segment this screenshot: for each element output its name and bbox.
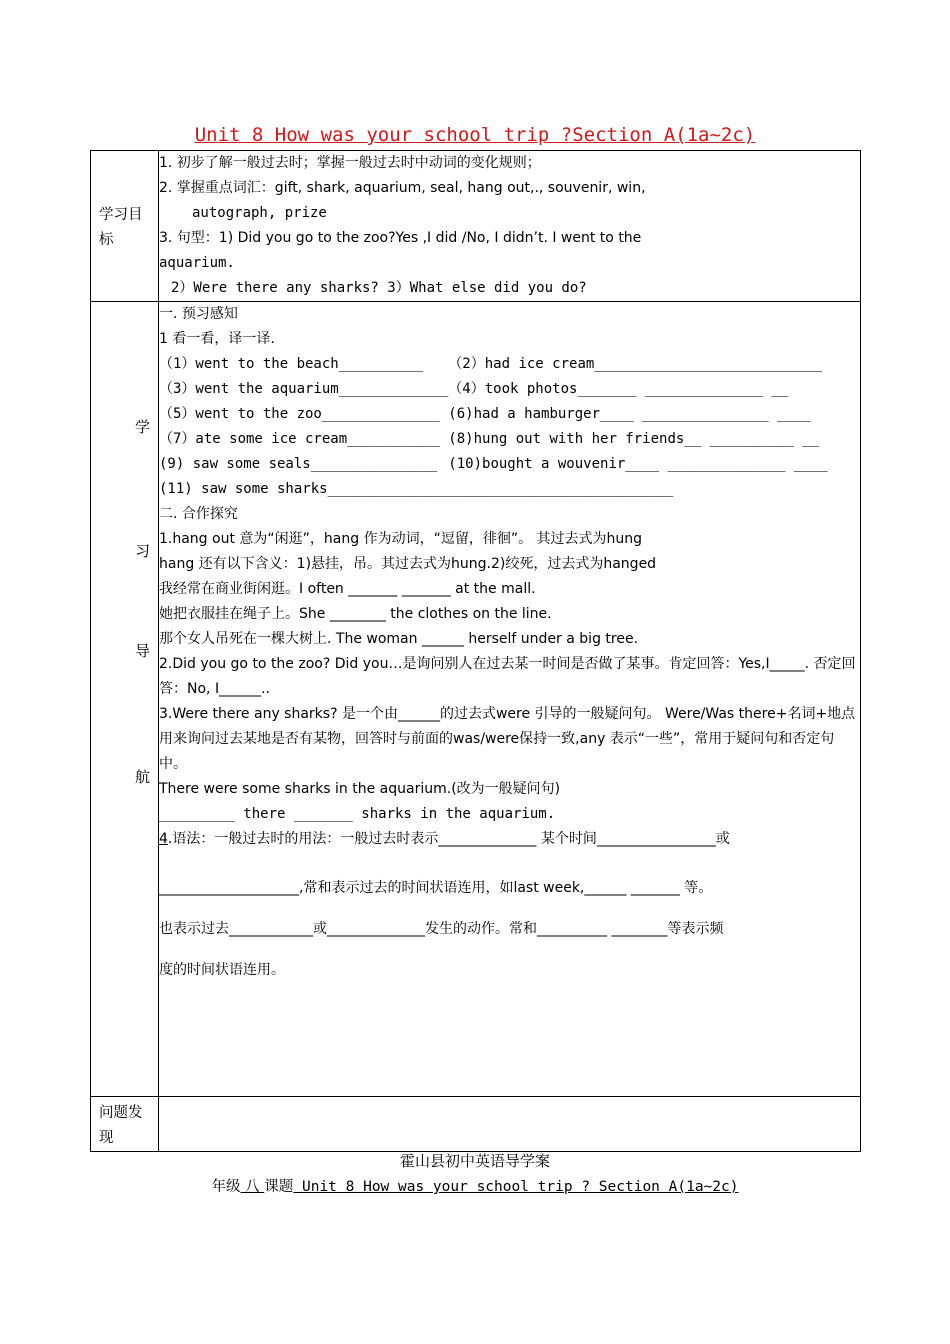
guide-label [91,302,158,1096]
goals-row [91,151,861,302]
topic-value: Unit 8 How was your school trip ? Section A(1a~2c) [293,1179,739,1195]
guide-label-char: 习 [135,542,151,560]
paragraph: 3.Were there any sharks? 是一个由______的过去式were 引导的一般疑问句。 Were/Was there+名词+地点用来询问过去某地是否有某物，回答时与前面的was/were保持一致,any 表示“一些”，常用于疑问句和否定句中。 [159,706,856,772]
vocab-item: (10)bought a wouvenir____ ______________ ____ [448,456,828,472]
vocab-item: (9) saw some seals_______________ [159,456,438,472]
grammar-line [159,827,860,852]
issues-label-cell [91,1097,159,1152]
grammar-line: 度的时间状语连用。 [159,962,285,978]
vocab-item: （5）went to the zoo______________ [159,406,440,422]
vocab-row [159,377,828,402]
course-info [0,1175,950,1196]
grammar-text: .语法：一般过去时的用法：一般过去时表示______________ 某个时间_________________或 [167,831,730,847]
goal-line: aquarium. [159,255,235,271]
guide-label-char: 学 [135,418,151,436]
paragraph-line: There were some sharks in the aquarium.(改为一般疑问句) [159,781,561,797]
vocab-item: (11) saw some sharks_________________________________________ [159,481,674,497]
goals-label-cell [91,151,159,302]
guide-label-char: 导 [135,642,151,660]
vocab-row [159,427,828,452]
grammar-number: 4 [159,831,168,847]
guide-label-char: 航 [135,768,151,786]
paragraph-line: hang 还有以下含义：1)悬挂，吊。其过去式为hung.2)绞死，过去式为hanged [159,556,657,572]
guide-label-cell [91,302,159,1097]
vocab-item: (6)had a hamburger____ _______________ ____ [448,406,811,422]
paragraph-line: _________ there _______ sharks in the aquarium. [159,806,556,822]
issues-content[interactable] [159,1097,861,1152]
vocab-item: （1）went to the beach__________ [159,356,424,372]
issues-row [91,1097,861,1152]
goal-line: 1. 初步了解一般过去时；掌握一般过去时中动词的变化规则； [159,155,541,171]
vocab-item: （2）had ice cream___________________________ [448,356,822,372]
page-title: Unit 8 How was your school trip ?Section A(1a~2c) [194,124,756,146]
vocab-item: （7）ate some ice cream___________ [159,431,440,447]
grammar-line: 也表示过去____________或______________发生的动作。常和__________ ________等表示频 [159,921,724,937]
section-heading: 一. 预习感知 [159,306,238,322]
paragraph: 2.Did you go to the zoo? Did you…是询问别人在过去某一时间是否做了某事。肯定回答：Yes,I_____. 否定回答：No, I______.. [159,656,856,697]
paragraph-line: 那个女人吊死在一棵大树上. The woman ______ herself under a big tree. [159,631,639,647]
goal-line: autograph, prize [192,205,327,221]
paragraph-line: 我经常在商业街闲逛。I often _______ _______ at the mall. [159,581,536,597]
study-table [90,150,861,1152]
goals-label: 学习目标 [99,207,143,248]
vocab-item: （3）went the aquarium_____________ [159,381,449,397]
school-name: 霍山县初中英语导学案 [399,1152,550,1170]
vocab-row [159,402,828,427]
guide-content [159,302,861,1097]
goal-line: 2. 掌握重点词汇：gift, shark, aquarium, seal, hang out,., souvenir, win, [159,180,646,196]
goal-line: 2）Were there any sharks? 3）What else did you do? [171,280,587,296]
paragraph-line: 她把衣服挂在绳子上。She ________ the clothes on the line. [159,606,552,622]
vocab-row [159,452,828,477]
topic-label: 课题 [264,1179,294,1195]
vocab-item: （4）took photos_______ ______________ __ [448,381,789,397]
issues-label: 问题发现 [99,1105,143,1146]
section-heading: 二. 合作探究 [159,506,238,522]
vocab-item: (8)hung out with her friends__ __________ __ [448,431,820,447]
vocab-table [159,352,828,477]
goals-content [159,151,861,302]
paragraph-line: 1.hang out 意为“闲逛”，hang 作为动词，“逗留，徘徊”。 其过去式为hung [159,531,643,547]
grammar-line: ____________________,常和表示过去的时间状语连用，如last week,______ _______ 等。 [159,880,713,896]
vocab-row [159,352,828,377]
grade-label: 年级 [211,1179,241,1195]
goal-line: 3. 句型：1) Did you go to the zoo?Yes ,I did /No, I didn’t. I went to the [159,230,642,246]
sub-heading: 1 看一看，译一译. [159,331,275,347]
guide-row [91,302,861,1097]
grade-value: 八 [240,1179,265,1195]
